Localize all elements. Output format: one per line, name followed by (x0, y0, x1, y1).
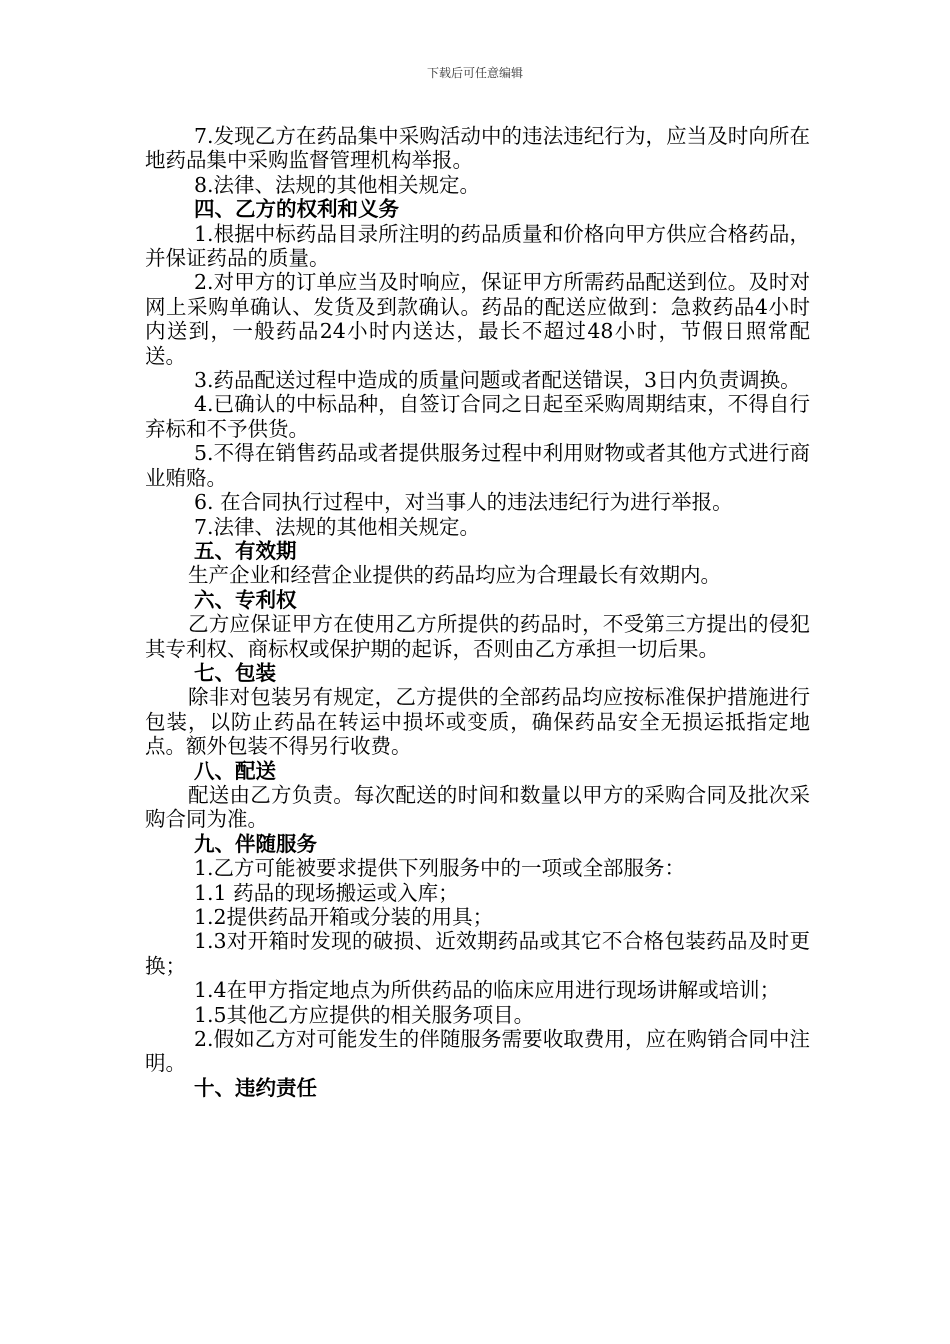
clause-4-4: 4.已确认的中标品种，自签订合同之日起至采购周期结束，不得自行弃标和不予供货。 (145, 392, 810, 441)
clause-4-1: 1.根据中标药品目录所注明的药品质量和价格向甲方供应合格药品，并保证药品的质量。 (145, 221, 810, 271)
clause-9-2: 2.假如乙方对可能发生的伴随服务需要收取费用，应在购销合同中注明。 (145, 1027, 810, 1076)
clause-3-7: 7.发现乙方在药品集中采购活动中的违法违纪行为，应当及时向所在地药品集中采购监督管理机构举报。 (145, 124, 810, 173)
section-6-body: 乙方应保证甲方在使用乙方所提供的药品时，不受第三方提出的侵犯其专利权、商标权或保护期的起诉，否则由乙方承担一切后果。 (145, 612, 810, 661)
section-heading-4: 四、乙方的权利和义务 (194, 197, 399, 222)
clause-4-6: 6. 在合同执行过程中，对当事人的违法违纪行为进行举报。 (194, 490, 733, 515)
clause-9-1-4: 1.4在甲方指定地点为所供药品的临床应用进行现场讲解或培训； (194, 978, 781, 1003)
section-heading-8: 八、配送 (194, 758, 276, 783)
section-heading-10: 十、违约责任 (194, 1075, 317, 1100)
section-heading-5: 五、有效期 (194, 538, 297, 563)
clause-9-1-3: 1.3对开箱时发现的破损、近效期药品或其它不合格包装药品及时更换； (145, 929, 810, 978)
clause-4-3: 3.药品配送过程中造成的质量问题或者配送错误，3日内负责调换。 (194, 368, 801, 393)
page-header: 下载后可任意编辑 (426, 66, 523, 80)
clause-4-5: 5.不得在销售药品或者提供服务过程中利用财物或者其他方式进行商业贿赂。 (145, 441, 810, 490)
section-heading-9: 九、伴随服务 (194, 831, 317, 856)
section-8-body: 配送由乙方负责。每次配送的时间和数量以甲方的采购合同及批次采购合同为准。 (145, 782, 810, 832)
clause-4-7: 7.法律、法规的其他相关规定。 (194, 514, 481, 539)
section-5-body: 生产企业和经营企业提供的药品均应为合理最长有效期内。 (188, 563, 721, 588)
section-7-body: 除非对包装另有规定，乙方提供的全部药品均应按标准保护措施进行包装，以防止药品在转运中损坏或变质，确保药品安全无损运抵指定地点。额外包装不得另行收费。 (145, 685, 810, 759)
clause-9-1-1: 1.1 药品的现场搬运或入库； (194, 880, 459, 905)
clause-3-8: 8.法律、法规的其他相关规定。 (194, 172, 481, 197)
clause-4-2: 2.对甲方的订单应当及时响应，保证甲方所需药品配送到位。及时对网上采购单确认、发货及到款确认。药品的配送应做到：急救药品4小时内送到，一般药品24小时内送达，最长不超过48小时，节假日照常配送。 (145, 270, 810, 368)
clause-9-1-5: 1.5其他乙方应提供的相关服务项目。 (194, 1002, 535, 1027)
clause-9-1-2: 1.2提供药品开箱或分装的用具； (194, 905, 494, 929)
document-body (145, 124, 810, 1100)
clause-9-1: 1.乙方可能被要求提供下列服务中的一项或全部服务： (194, 856, 686, 881)
section-heading-7: 七、包装 (194, 660, 276, 685)
section-heading-6: 六、专利权 (194, 587, 297, 612)
